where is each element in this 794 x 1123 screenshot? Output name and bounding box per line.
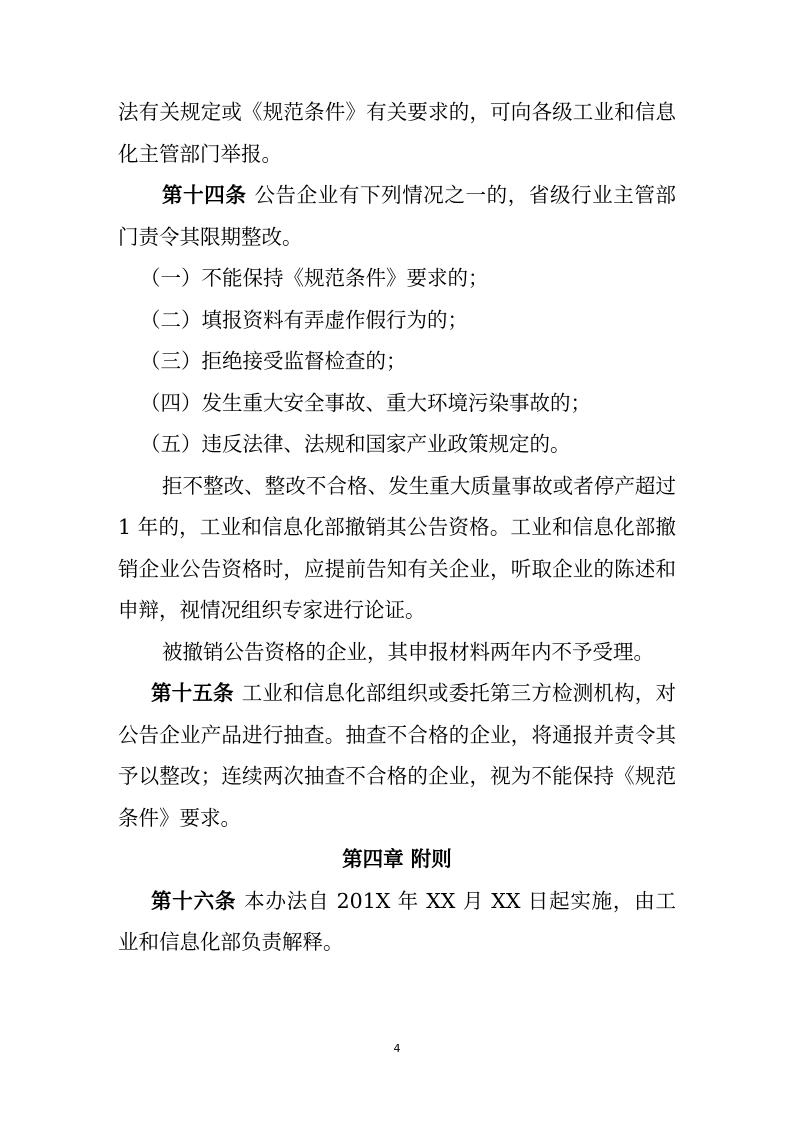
list-item-5: （五）违反法律、法规和国家产业政策规定的。 (140, 432, 571, 456)
chapter-heading: 第四章 附则 (342, 847, 452, 871)
article-16 (118, 881, 676, 964)
article-14-heading: 第十四条 (162, 183, 247, 207)
list-item-2: （二）填报资料有弄虚作假行为的； (140, 307, 468, 332)
page-number: 4 (393, 1042, 401, 1055)
article-15-heading: 第十五条 (151, 681, 234, 705)
article-14-text: 公告企业有下列情况之一的，省级行业主管部门责令其限期整改。 (118, 183, 677, 249)
article-16-heading: 第十六条 (151, 888, 237, 913)
article-16-text: 本办法自 201X 年 XX 月 XX 日起实施，由工业和信息化部负责解释。 (118, 888, 677, 954)
list-item-4: （四）发生重大安全事故、重大环境污染事故的； (140, 390, 591, 415)
paragraph-no-acceptance: 被撤销公告资格的企业，其申报材料两年内不予受理。 (162, 639, 654, 664)
paragraph-report-clause: 法有关规定或《规范条件》有关要求的，可向各级工业和信息化主管部门举报。 (118, 100, 676, 166)
paragraph-revocation: 拒不整改、整改不合格、发生重大质量事故或者停产超过 1 年的，工业和信息化部撤销其公告资格。工业和信息化部撤销企业公告资格时，应提前告知有关企业，听取企业的陈述和申辩，视情况组织专家进行论证。 (118, 473, 676, 622)
list-item-3: （三）拒绝接受监督检查的； (140, 349, 407, 373)
article-14 (118, 175, 676, 258)
document-body (118, 92, 676, 964)
article-15 (118, 673, 676, 839)
article-15-text: 工业和信息化部组织或委托第三方检测机构，对公告企业产品进行抽查。抽查不合格的企业，将通报并责令其予以整改；连续两次抽查不合格的企业，视为不能保持《规范条件》要求。 (118, 681, 676, 830)
list-item-1: （一）不能保持《规范条件》要求的； (140, 266, 489, 290)
